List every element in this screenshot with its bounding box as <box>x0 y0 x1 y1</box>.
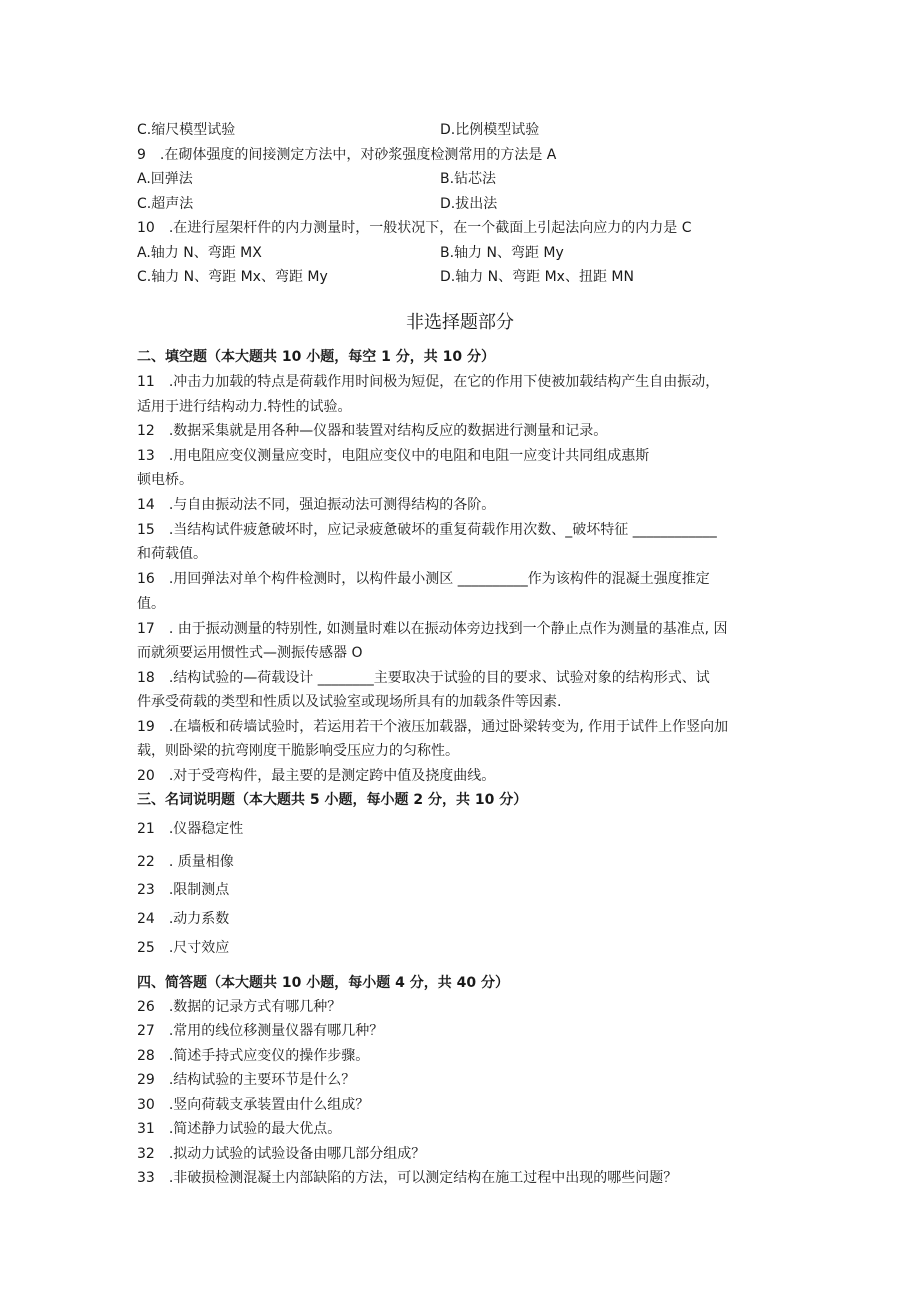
section-4-item: 27 .常用的线位移测量仪器有哪几种？ <box>137 1023 384 1039</box>
section-3-item: 21 .仪器稳定性 <box>137 821 244 837</box>
section-4-item: 30 .竖向荷载支承装置由什么组成？ <box>137 1097 370 1113</box>
q10-option-c: C.轴力 N、弯距 Mx、弯距 My <box>137 269 328 285</box>
section-2-line: 而就须要运用惯性式—测振传感器 O <box>137 645 363 661</box>
q8-option-c: C.缩尺模型试验 <box>137 122 236 138</box>
q9-stem: 9 .在砌体强度的间接测定方法中，对砂浆强度检测常用的方法是 A <box>137 147 557 163</box>
section-2-line: 值。 <box>137 596 165 612</box>
q10-option-d: D.轴力 N、弯距 Mx、扭距 MN <box>440 269 634 285</box>
section-2-line: 13 .用电阻应变仪测量应变时，电阻应变仪中的电阻和电阻一应变计共同组成惠斯 <box>137 448 650 464</box>
section-4-item: 29 .结构试验的主要环节是什么？ <box>137 1072 356 1088</box>
section-3-item: 25 .尺寸效应 <box>137 940 230 956</box>
section-3-item: 24 .动力系数 <box>137 911 230 927</box>
section-2-line: 15 .当结构试件疲惫破坏时，应记录疲惫破坏的重复荷载作用次数、_破坏特征 ____________ <box>137 522 717 538</box>
section-2-line: 17 . 由于振动测量的特别性, 如测量时难以在振动体旁边找到一个静止点作为测量的基准点, 因 <box>137 621 728 637</box>
section-2-line: 16 .用回弹法对单个构件检测时，以构件最小测区 __________作为该构件的混凝土强度推定 <box>137 571 710 587</box>
section-2-line: 适用于进行结构动力.特性的试验。 <box>137 399 352 415</box>
section-2-line: 20 .对于受弯构件，最主要的是测定跨中值及挠度曲线。 <box>137 768 496 784</box>
section-2-line: 14 .与自由振动法不同，强迫振动法可测得结构的各阶。 <box>137 497 496 513</box>
section-4-header: 四、简答题（本大题共 10 小题，每小题 4 分，共 40 分） <box>137 975 509 991</box>
section-2-line: 载，则卧梁的抗弯刚度干脆影响受压应力的匀称性。 <box>137 743 459 759</box>
section-4-item: 28 .简述手持式应变仪的操作步骤。 <box>137 1048 370 1064</box>
section-3-item: 22 . 质量相像 <box>137 854 234 870</box>
q9-option-a: A.回弹法 <box>137 171 193 187</box>
section-2-line: 顿电桥。 <box>137 472 193 488</box>
section-4-item: 32 .拟动力试验的试验设备由哪几部分组成？ <box>137 1146 426 1162</box>
section-2-line: 18 .结构试验的—荷载设计 ________主要取决于试验的目的要求、试验对象的结构形式、试 <box>137 670 710 686</box>
q9-option-b: B.钻芯法 <box>440 171 497 187</box>
q10-option-a: A.轴力 N、弯距 MX <box>137 245 262 261</box>
q8-option-d: D.比例模型试验 <box>440 122 540 138</box>
q10-option-b: B.轴力 N、弯距 My <box>440 245 564 261</box>
section-4-item: 31 .简述静力试验的最大优点。 <box>137 1121 342 1137</box>
section-2-line: 和荷载值。 <box>137 546 207 562</box>
q9-option-c: C.超声法 <box>137 196 194 212</box>
section-2-line: 19 .在墙板和砖墙试验时，若运用若干个液压加载器，通过卧梁转变为, 作用于试件上作竖向加 <box>137 719 729 735</box>
q10-stem: 10 .在进行屋架杆件的内力测量时，一般状况下，在一个截面上引起法向应力的内力是 C <box>137 220 692 236</box>
q9-option-d: D.拔出法 <box>440 196 498 212</box>
section-2-header: 二、填空题（本大题共 10 小题，每空 1 分，共 10 分） <box>137 349 495 365</box>
section-4-item: 33 .非破损检测混凝土内部缺陷的方法，可以测定结构在施工过程中出现的哪些问题？ <box>137 1170 678 1186</box>
section-4-item: 26 .数据的记录方式有哪几种？ <box>137 999 342 1015</box>
part-title: 非选择题部分 <box>406 312 514 333</box>
section-3-header: 三、名词说明题（本大题共 5 小题，每小题 2 分，共 10 分） <box>137 792 528 808</box>
section-2-line: 12 .数据采集就是用各种—仪器和装置对结构反应的数据进行测量和记录。 <box>137 423 608 439</box>
section-2-line: 11 .冲击力加载的特点是荷载作用时间极为短促，在它的作用下使被加载结构产生自由振动， <box>137 374 720 390</box>
section-2-line: 件承受荷载的类型和性质以及试验室或现场所具有的加载条件等因素. <box>137 694 562 710</box>
section-3-item: 23 .限制测点 <box>137 882 230 898</box>
